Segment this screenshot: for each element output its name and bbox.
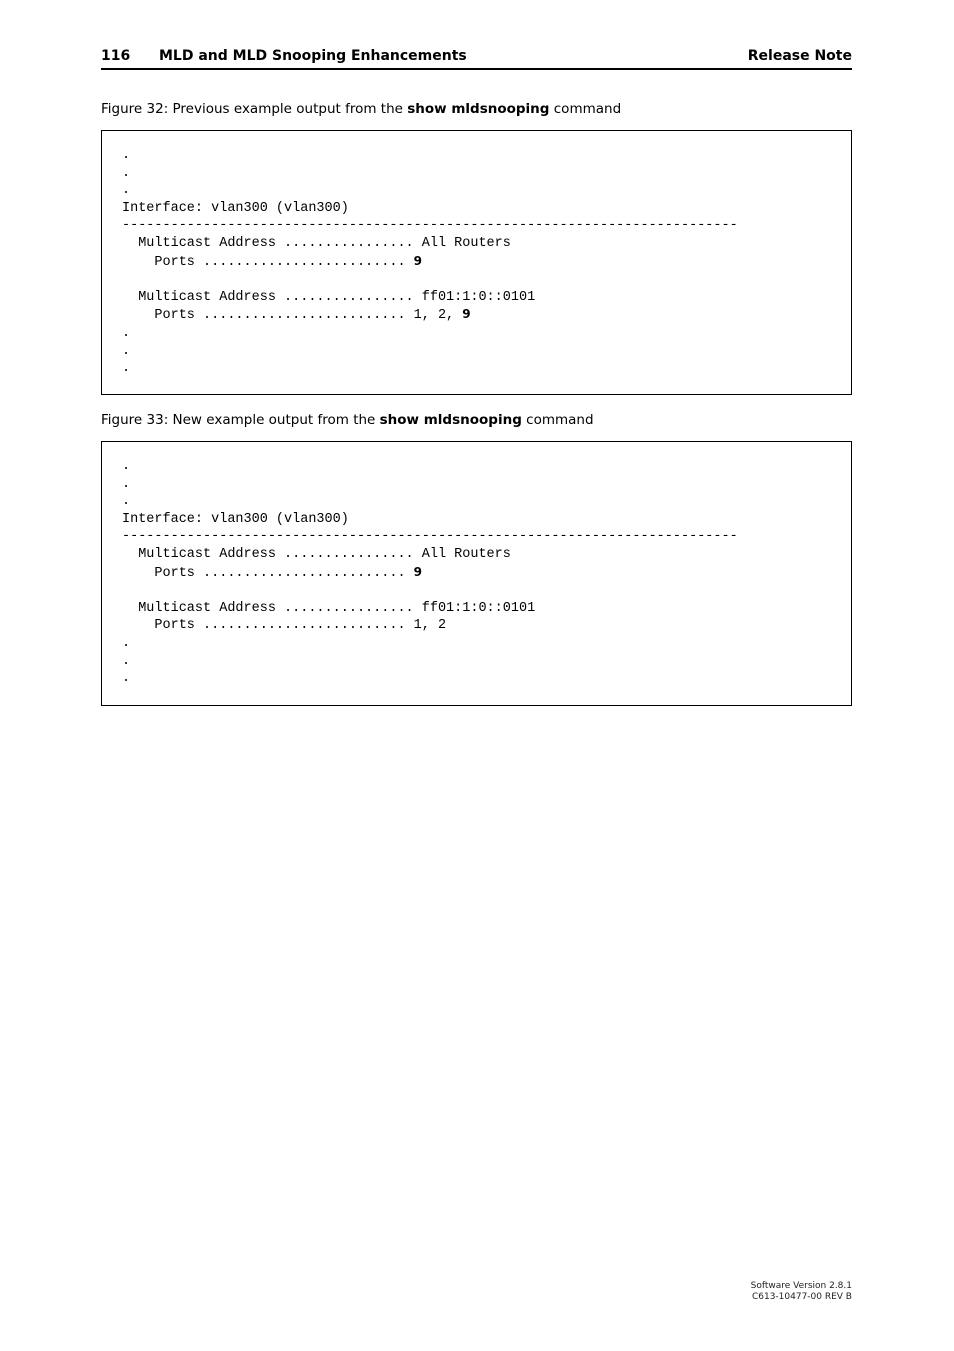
code-output bbox=[122, 458, 738, 688]
ellipsis-dot: . bbox=[122, 653, 131, 669]
ports-line: Ports ......................... 1, 2 bbox=[122, 618, 447, 634]
ports-highlight-value: 9 bbox=[413, 564, 423, 579]
page-footer bbox=[751, 1281, 852, 1303]
ports-highlight-value: 9 bbox=[413, 253, 423, 268]
multicast-address-line: Multicast Address ................ ff01:1:0::0101 bbox=[122, 600, 536, 616]
ellipsis-dot: . bbox=[122, 148, 131, 163]
ellipsis-dot: . bbox=[122, 165, 131, 181]
interface-line: Interface: vlan300 (vlan300) bbox=[122, 511, 349, 527]
ellipsis-dot: . bbox=[122, 635, 131, 651]
caption-text: Figure 32: Previous example output from the bbox=[101, 101, 408, 117]
separator-line: ---------------------------------------------------------------------------- bbox=[122, 218, 738, 234]
ellipsis-dot: . bbox=[122, 671, 131, 687]
caption-text: command bbox=[549, 101, 622, 117]
ports-line-label: Ports ......................... bbox=[122, 565, 414, 581]
figure-32-caption bbox=[101, 101, 621, 117]
page-number: 116 bbox=[101, 48, 131, 64]
ports-highlight-value: 9 bbox=[462, 307, 471, 322]
document-number: C613-10477-00 REV B bbox=[751, 1292, 852, 1302]
ports-line-label: Ports ......................... bbox=[122, 254, 414, 270]
ellipsis-dot: . bbox=[122, 361, 131, 377]
ellipsis-dot: . bbox=[122, 183, 131, 199]
multicast-address-line: Multicast Address ................ All Routers bbox=[122, 235, 511, 251]
ellipsis-dot: . bbox=[122, 476, 131, 492]
page-header bbox=[101, 47, 852, 70]
code-output bbox=[122, 147, 738, 378]
caption-text: Figure 33: New example output from the bbox=[101, 412, 380, 428]
separator-line: ---------------------------------------------------------------------------- bbox=[122, 529, 738, 545]
ellipsis-dot: . bbox=[122, 325, 131, 341]
multicast-address-line: Multicast Address ................ All Routers bbox=[122, 546, 511, 562]
figure-32-code-box bbox=[101, 130, 852, 395]
ellipsis-dot: . bbox=[122, 343, 131, 359]
ports-line-label: Ports ......................... 1, 2, bbox=[122, 308, 463, 324]
document-type: Release Note bbox=[747, 48, 852, 64]
interface-line: Interface: vlan300 (vlan300) bbox=[122, 200, 349, 216]
caption-command: show mldsnooping bbox=[407, 101, 550, 117]
caption-text: command bbox=[521, 412, 594, 428]
ellipsis-dot: . bbox=[122, 494, 131, 510]
figure-33-caption bbox=[101, 412, 594, 428]
section-title: MLD and MLD Snooping Enhancements bbox=[159, 48, 467, 64]
ellipsis-dot: . bbox=[122, 459, 131, 474]
caption-command: show mldsnooping bbox=[379, 412, 522, 428]
multicast-address-line: Multicast Address ................ ff01:1:0::0101 bbox=[122, 289, 536, 305]
software-version: Software Version 2.8.1 bbox=[750, 1281, 852, 1291]
figure-33-code-box bbox=[101, 441, 852, 706]
